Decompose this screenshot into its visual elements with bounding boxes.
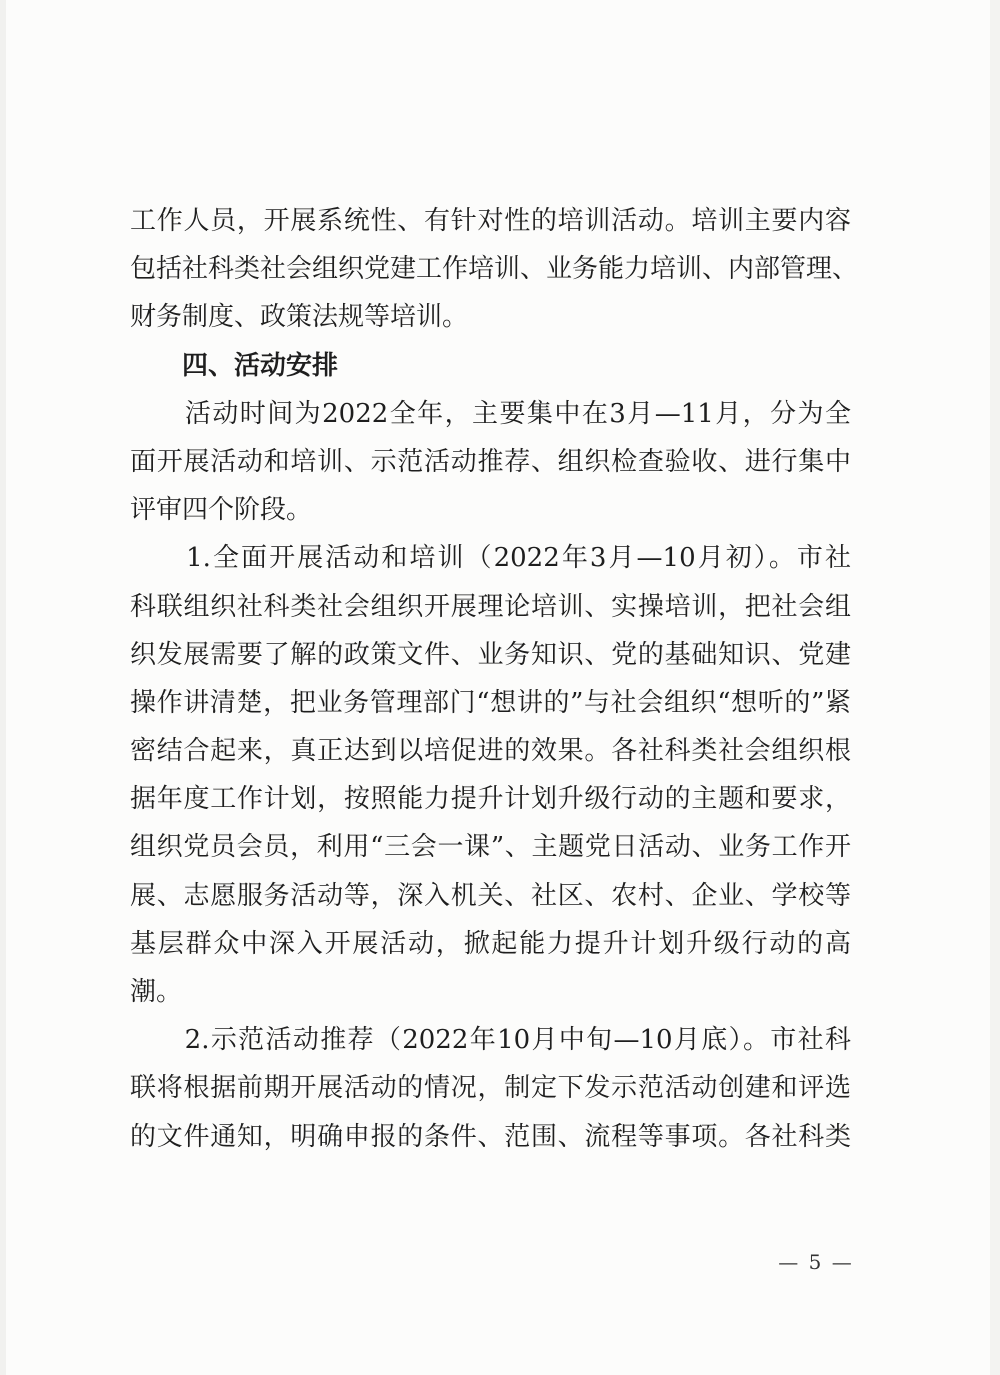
text-line: 基层群众中深入开展活动，掀起能力提升计划升级行动的高	[130, 928, 851, 959]
text-line: 据年度工作计划，按照能力提升计划升级行动的主题和要求，	[130, 784, 851, 815]
text-line: 1.全面开展活动和培训（2022年3月—10月初）。市社	[130, 543, 851, 574]
text-line: 密结合起来，真正达到以培促进的效果。各社科类社会组织根	[130, 736, 851, 767]
section-heading: 四、活动安排	[130, 350, 339, 381]
text-line: 组织党员会员，利用“三会一课”、主题党日活动、业务工作开	[130, 832, 851, 863]
text-line: 工作人员，开展系统性、有针对性的培训活动。培训主要内容	[130, 206, 851, 236]
text-line: 财务制度、政策法规等培训。	[130, 302, 469, 333]
text-line: 潮。	[130, 977, 183, 1007]
text-line: 2.示范活动推荐（2022年10月中旬—10月底）。市社科	[130, 1025, 851, 1056]
text-line: 操作讲清楚，把业务管理部门“想讲的”与社会组织“想听的”紧	[130, 687, 851, 718]
text-line: 科联组织社科类社会组织开展理论培训、实操培训，把社会组	[130, 591, 851, 622]
text-line: 包括社科类社会组织党建工作培训、业务能力培训、内部管理、	[130, 254, 859, 285]
text-line: 活动时间为2022全年，主要集中在3月—11月，分为全	[130, 398, 851, 429]
page-number: — 5 —	[778, 1250, 854, 1274]
text-line: 展、志愿服务活动等，深入机关、社区、农村、企业、学校等	[130, 880, 851, 911]
body-text	[130, 197, 859, 1161]
text-line: 联将根据前期开展活动的情况，制定下发示范活动创建和评选	[130, 1073, 851, 1104]
text-line: 面开展活动和培训、示范活动推荐、组织检查验收、进行集中	[130, 446, 851, 477]
text-line: 织发展需要了解的政策文件、业务知识、党的基础知识、党建	[130, 639, 851, 670]
text-line: 的文件通知，明确申报的条件、范围、流程等事项。各社科类	[130, 1121, 851, 1152]
text-line: 评审四个阶段。	[130, 495, 313, 526]
